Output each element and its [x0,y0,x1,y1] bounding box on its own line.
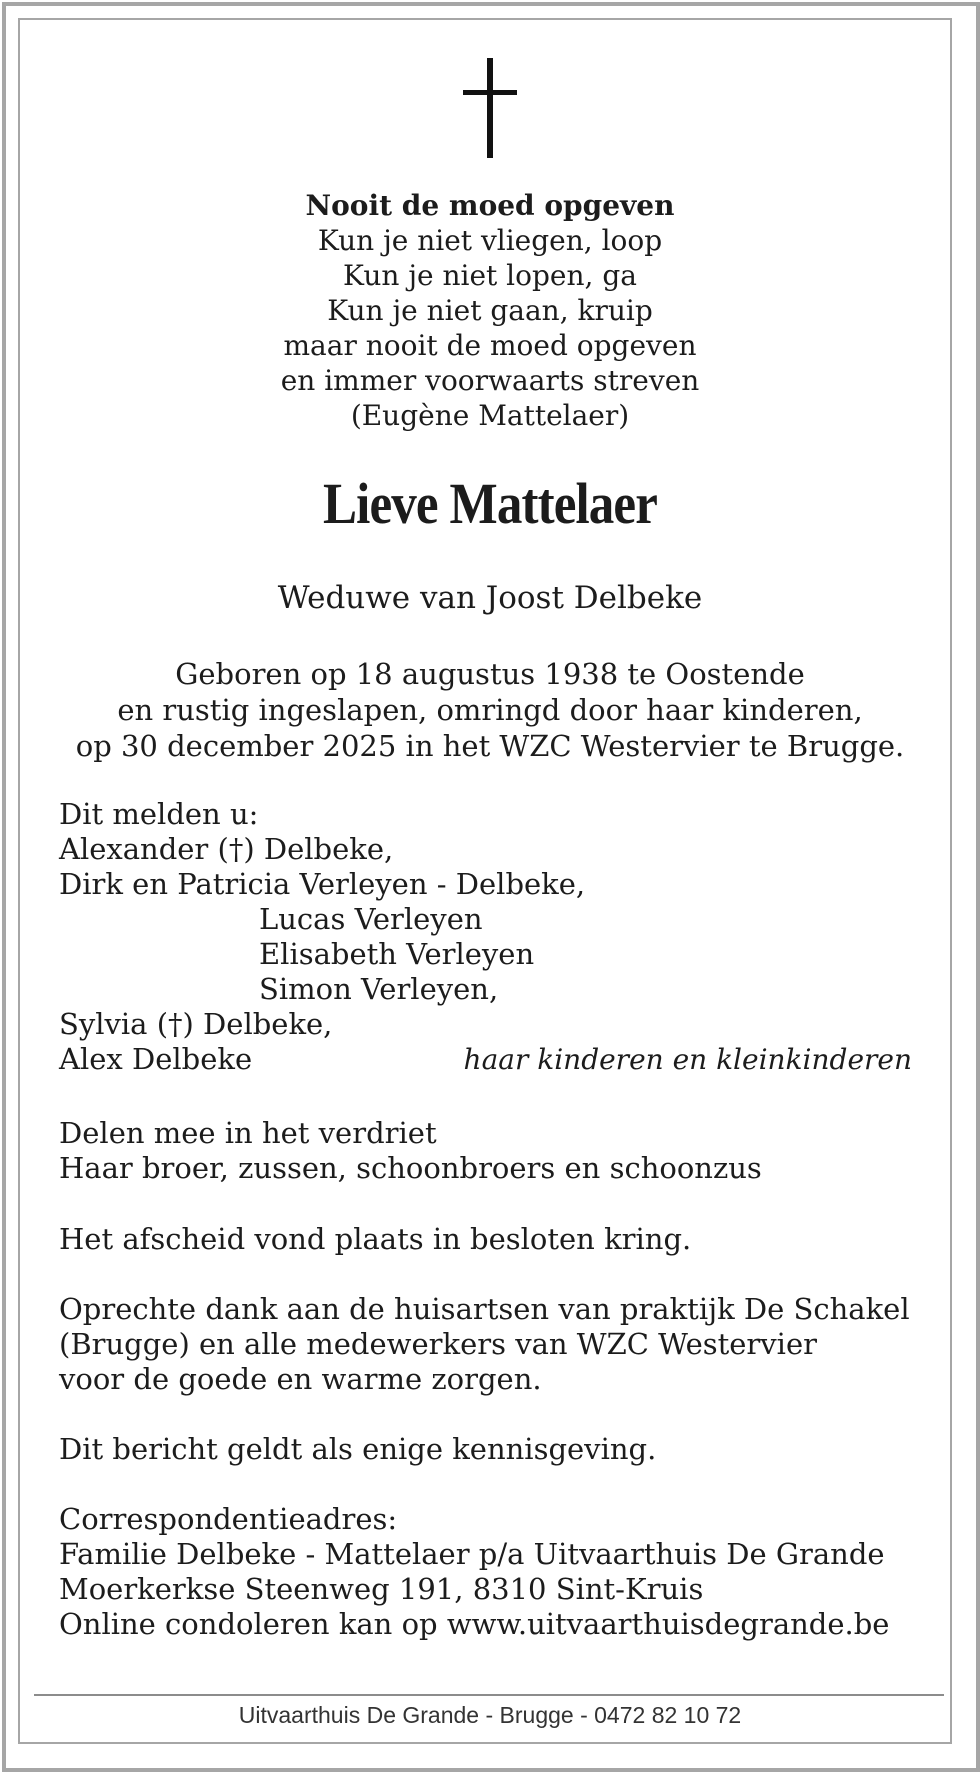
farewell-text: Het afscheid vond plaats in besloten kring. [59,1222,692,1256]
poem-title: Nooit de moed opgeven [305,189,675,222]
poem-line: en immer voorwaarts streven [280,364,700,397]
poem-line: Kun je niet lopen, ga [343,259,637,292]
birth-details [0,656,980,764]
footer-divider [34,1694,944,1696]
birth-line: en rustig ingeslapen, omringd door haar kinderen, [117,693,863,727]
thanks-line: Oprechte dank aan de huisartsen van praktijk De Schakel [59,1292,910,1326]
share-block [59,1116,939,1186]
share-line: Delen mee in het verdriet [59,1116,437,1150]
birth-line: Geboren op 18 augustus 1938 te Oostende [175,657,805,691]
family-list [59,797,939,1077]
family-last-row [59,1042,939,1077]
grandchild: Elisabeth Verleyen [259,937,535,971]
share-line: Haar broer, zussen, schoonbroers en schoonzus [59,1151,762,1185]
poem-line: Kun je niet vliegen, loop [317,224,663,257]
poem-line: Kun je niet gaan, kruip [327,294,653,327]
thanks-line: voor de goede en warme zorgen. [59,1362,542,1396]
thanks-line: (Brugge) en alle medewerkers van WZC Westervier [59,1327,817,1361]
deceased-subtitle: Weduwe van Joost Delbeke [277,580,703,616]
footer-text: Uitvaarthuis De Grande - Brugge - 0472 82 10 72 [238,1702,742,1728]
poem-author: (Eugène Mattelaer) [350,399,630,432]
family-member: Alexander (†) Delbeke, [59,832,394,866]
deceased-name: Lieve Mattelaer [323,471,657,536]
poem-line: maar nooit de moed opgeven [283,329,697,362]
address-block [59,1502,939,1642]
family-member: Dirk en Patricia Verleyen - Delbeke, [59,867,586,901]
address-label: Correspondentieadres: [59,1502,398,1536]
family-intro: Dit melden u: [59,797,259,831]
grandchild: Lucas Verleyen [259,902,483,936]
family-member: Alex Delbeke [59,1042,253,1076]
address-line: Online condoleren kan op www.uitvaarthuisdegrande.be [59,1607,890,1641]
cross-icon [463,58,517,158]
thanks-block [59,1292,939,1397]
birth-line: op 30 december 2025 in het WZC Westervier te Brugge. [75,729,905,763]
grandchild: Simon Verleyen, [259,972,499,1006]
poem [0,188,980,433]
notice-text: Dit bericht geldt als enige kennisgeving. [59,1432,657,1466]
address-line: Moerkerkse Steenweg 191, 8310 Sint-Kruis [59,1572,704,1606]
address-line: Familie Delbeke - Mattelaer p/a Uitvaarthuis De Grande [59,1537,885,1571]
family-note: haar kinderen en kleinkinderen [463,1043,912,1076]
family-member: Sylvia (†) Delbeke, [59,1007,333,1041]
